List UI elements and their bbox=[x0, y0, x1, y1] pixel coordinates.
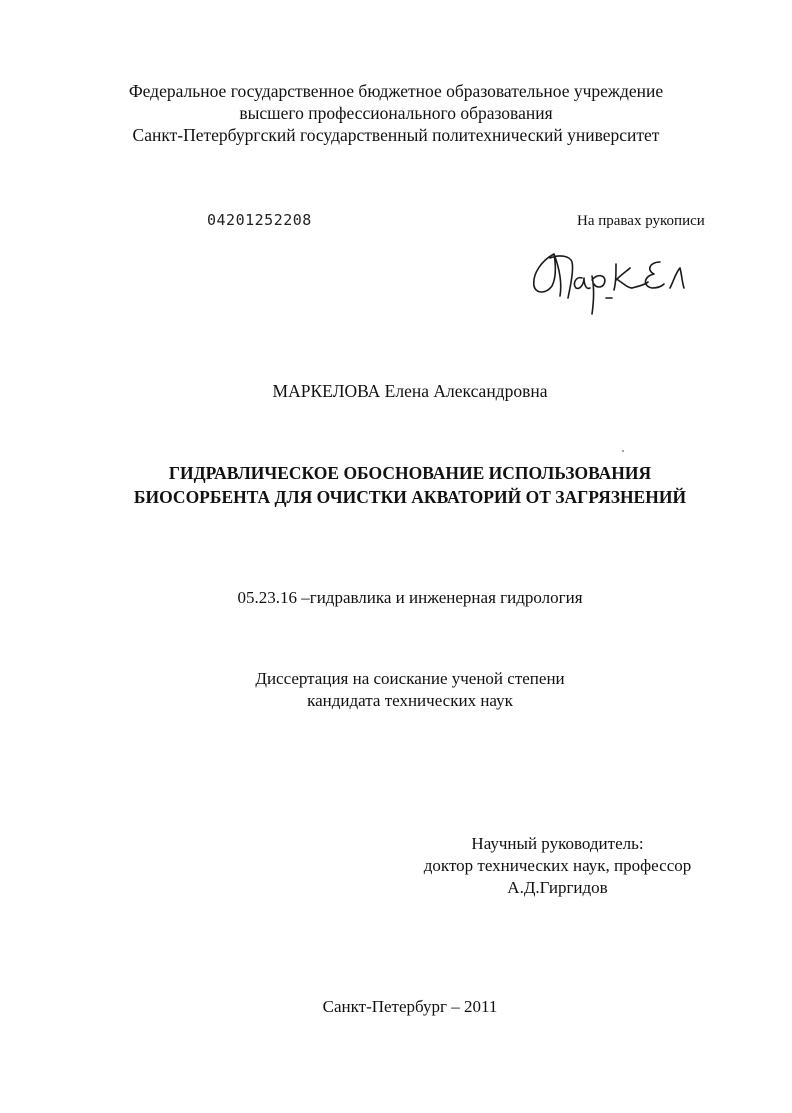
title-line-2: БИОСОРБЕНТА ДЛЯ ОЧИСТКИ АКВАТОРИЙ ОТ ЗАГРЯЗНЕНИЙ bbox=[133, 487, 687, 507]
specialty-code: 05.23.16 –гидравлика и инженерная гидрология bbox=[237, 588, 583, 607]
degree-line-1: Диссертация на соискание ученой степени bbox=[255, 669, 565, 688]
institution-block bbox=[0, 80, 792, 146]
scan-speck bbox=[622, 450, 624, 452]
degree-line-2: кандидата технических наук bbox=[307, 691, 513, 710]
supervisor-block bbox=[395, 833, 720, 899]
supervisor-label: Научный руководитель: bbox=[471, 834, 644, 853]
institution-line-1: Федеральное государственное бюджетное образовательное учреждение bbox=[128, 81, 664, 101]
handwritten-signature bbox=[520, 240, 710, 320]
institution-line-2: высшего профессионального образования bbox=[239, 103, 553, 123]
author-name: МАРКЕЛОВА Елена Александровна bbox=[272, 381, 548, 401]
inventory-number: 04201252208 bbox=[207, 211, 312, 229]
dissertation-title bbox=[0, 461, 792, 509]
institution-line-3: Санкт-Петербургский государственный политехнический университет bbox=[132, 125, 660, 145]
place-and-year: Санкт-Петербург – 2011 bbox=[322, 997, 498, 1016]
degree-block bbox=[0, 668, 792, 712]
rights-note: На правах рукописи bbox=[577, 213, 705, 229]
supervisor-credentials: доктор технических наук, профессор bbox=[423, 856, 692, 875]
supervisor-name: А.Д.Гиргидов bbox=[507, 878, 608, 897]
title-line-1: ГИДРАВЛИЧЕСКОЕ ОБОСНОВАНИЕ ИСПОЛЬЗОВАНИЯ bbox=[168, 463, 652, 483]
